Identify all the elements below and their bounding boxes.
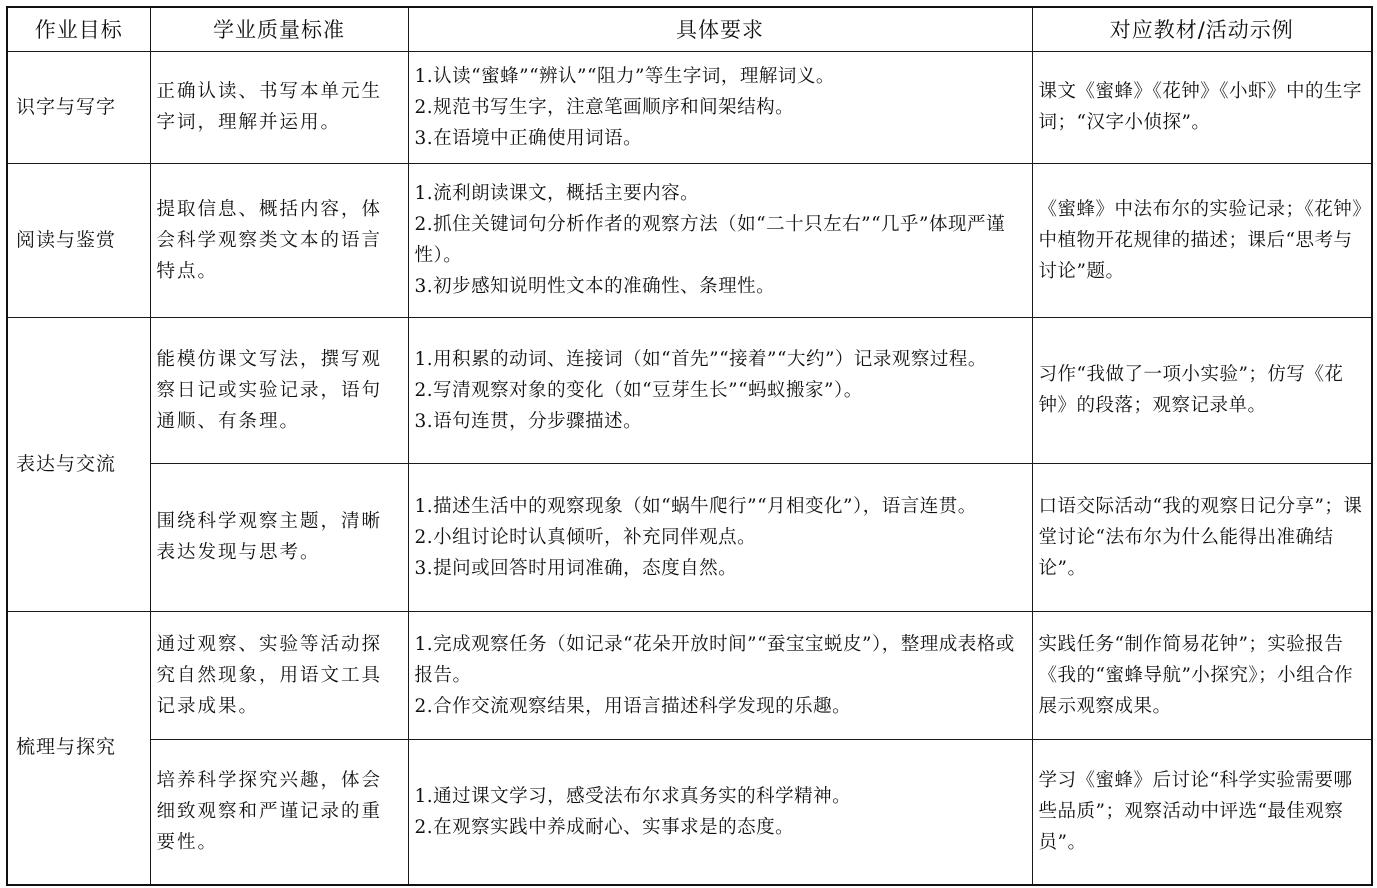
requirement-item: 2.写清观察对象的变化（如“豆芽生长”“蚂蚁搬家”）。 [414, 379, 863, 401]
header-goal: 作业目标 [7, 7, 150, 51]
requirement-cell [408, 739, 1032, 885]
header-requirement: 具体要求 [408, 7, 1032, 51]
table-header-row [7, 7, 1372, 51]
homework-goals-table [6, 6, 1373, 886]
table-row [7, 317, 1372, 463]
requirement-item: 2.规范书写生字，注意笔画顺序和间架结构。 [414, 96, 795, 118]
standard-cell: 正确认读、书写本单元生字词，理解并运用。 [150, 51, 408, 163]
requirement-cell [408, 463, 1032, 611]
table-row [7, 51, 1372, 163]
requirement-item: 1.通过课文学习，感受法布尔求真务实的科学精神。 [414, 785, 852, 807]
table-row [7, 611, 1372, 739]
requirement-item: 1.用积累的动词、连接词（如“首先”“接着”“大约”）记录观察过程。 [414, 348, 987, 370]
requirement-cell [408, 317, 1032, 463]
requirement-item: 1.流利朗读课文，概括主要内容。 [414, 183, 700, 204]
requirement-item: 3.初步感知说明性文本的准确性、条理性。 [414, 276, 776, 297]
example-cell: 实践任务“制作简易花钟”；实验报告《我的“蜜蜂导航”小探究》；小组合作展示观察成果。 [1032, 611, 1372, 739]
table-row [7, 463, 1372, 611]
standard-cell: 提取信息、概括内容，体会科学观察类文本的语言特点。 [150, 163, 408, 317]
example-cell: 习作“我做了一项小实验”；仿写《花钟》的段落；观察记录单。 [1032, 317, 1372, 463]
requirement-cell [408, 611, 1032, 739]
standard-cell: 通过观察、实验等活动探究自然现象，用语文工具记录成果。 [150, 611, 408, 739]
requirement-item: 3.在语境中正确使用词语。 [414, 127, 643, 149]
table-row [7, 739, 1372, 885]
example-cell: 口语交际活动“我的观察日记分享”；课堂讨论“法布尔为什么能得出准确结论”。 [1032, 463, 1372, 611]
requirement-item: 1.完成观察任务（如记录“花朵开放时间”“蚕宝宝蜕皮”），整理成表格或报告。 [414, 633, 1015, 686]
standard-cell: 围绕科学观察主题，清晰表达发现与思考。 [150, 463, 408, 611]
header-standard: 学业质量标准 [150, 7, 408, 51]
example-cell: 课文《蜜蜂》《花钟》《小虾》中的生字词；“汉字小侦探”。 [1032, 51, 1372, 163]
table-row [7, 163, 1372, 317]
goal-cell: 阅读与鉴赏 [7, 163, 150, 317]
example-cell: 《蜜蜂》中法布尔的实验记录；《花钟》中植物开花规律的描述；课后“思考与讨论”题。 [1032, 163, 1372, 317]
header-example: 对应教材/活动示例 [1032, 7, 1372, 51]
requirement-item: 1.认读“蜜蜂”“辨认”“阻力”等生字词，理解词义。 [414, 65, 835, 87]
requirement-item: 1.描述生活中的观察现象（如“蜗牛爬行”“月相变化”），语言连贯。 [414, 495, 977, 517]
requirement-item: 2.在观察实践中养成耐心、实事求是的态度。 [414, 816, 795, 838]
requirement-item: 3.语句连贯，分步骤描述。 [414, 410, 643, 432]
goal-cell: 梳理与探究 [7, 611, 150, 885]
standard-cell: 能模仿课文写法，撰写观察日记或实验记录，语句通顺、有条理。 [150, 317, 408, 463]
requirement-item: 2.合作交流观察结果，用语言描述科学发现的乐趣。 [414, 695, 852, 717]
goal-cell: 识字与写字 [7, 51, 150, 163]
requirement-item: 3.提问或回答时用词准确，态度自然。 [414, 557, 738, 579]
goal-cell: 表达与交流 [7, 317, 150, 611]
requirement-cell [408, 51, 1032, 163]
standard-cell: 培养科学探究兴趣，体会细致观察和严谨记录的重要性。 [150, 739, 408, 885]
requirement-cell [408, 163, 1032, 317]
example-cell: 学习《蜜蜂》后讨论“科学实验需要哪些品质”；观察活动中评选“最佳观察员”。 [1032, 739, 1372, 885]
requirement-item: 2.抓住关键词句分析作者的观察方法（如“二十只左右”“几乎”体现严谨性）。 [414, 214, 1005, 266]
requirement-item: 2.小组讨论时认真倾听，补充同伴观点。 [414, 526, 757, 548]
